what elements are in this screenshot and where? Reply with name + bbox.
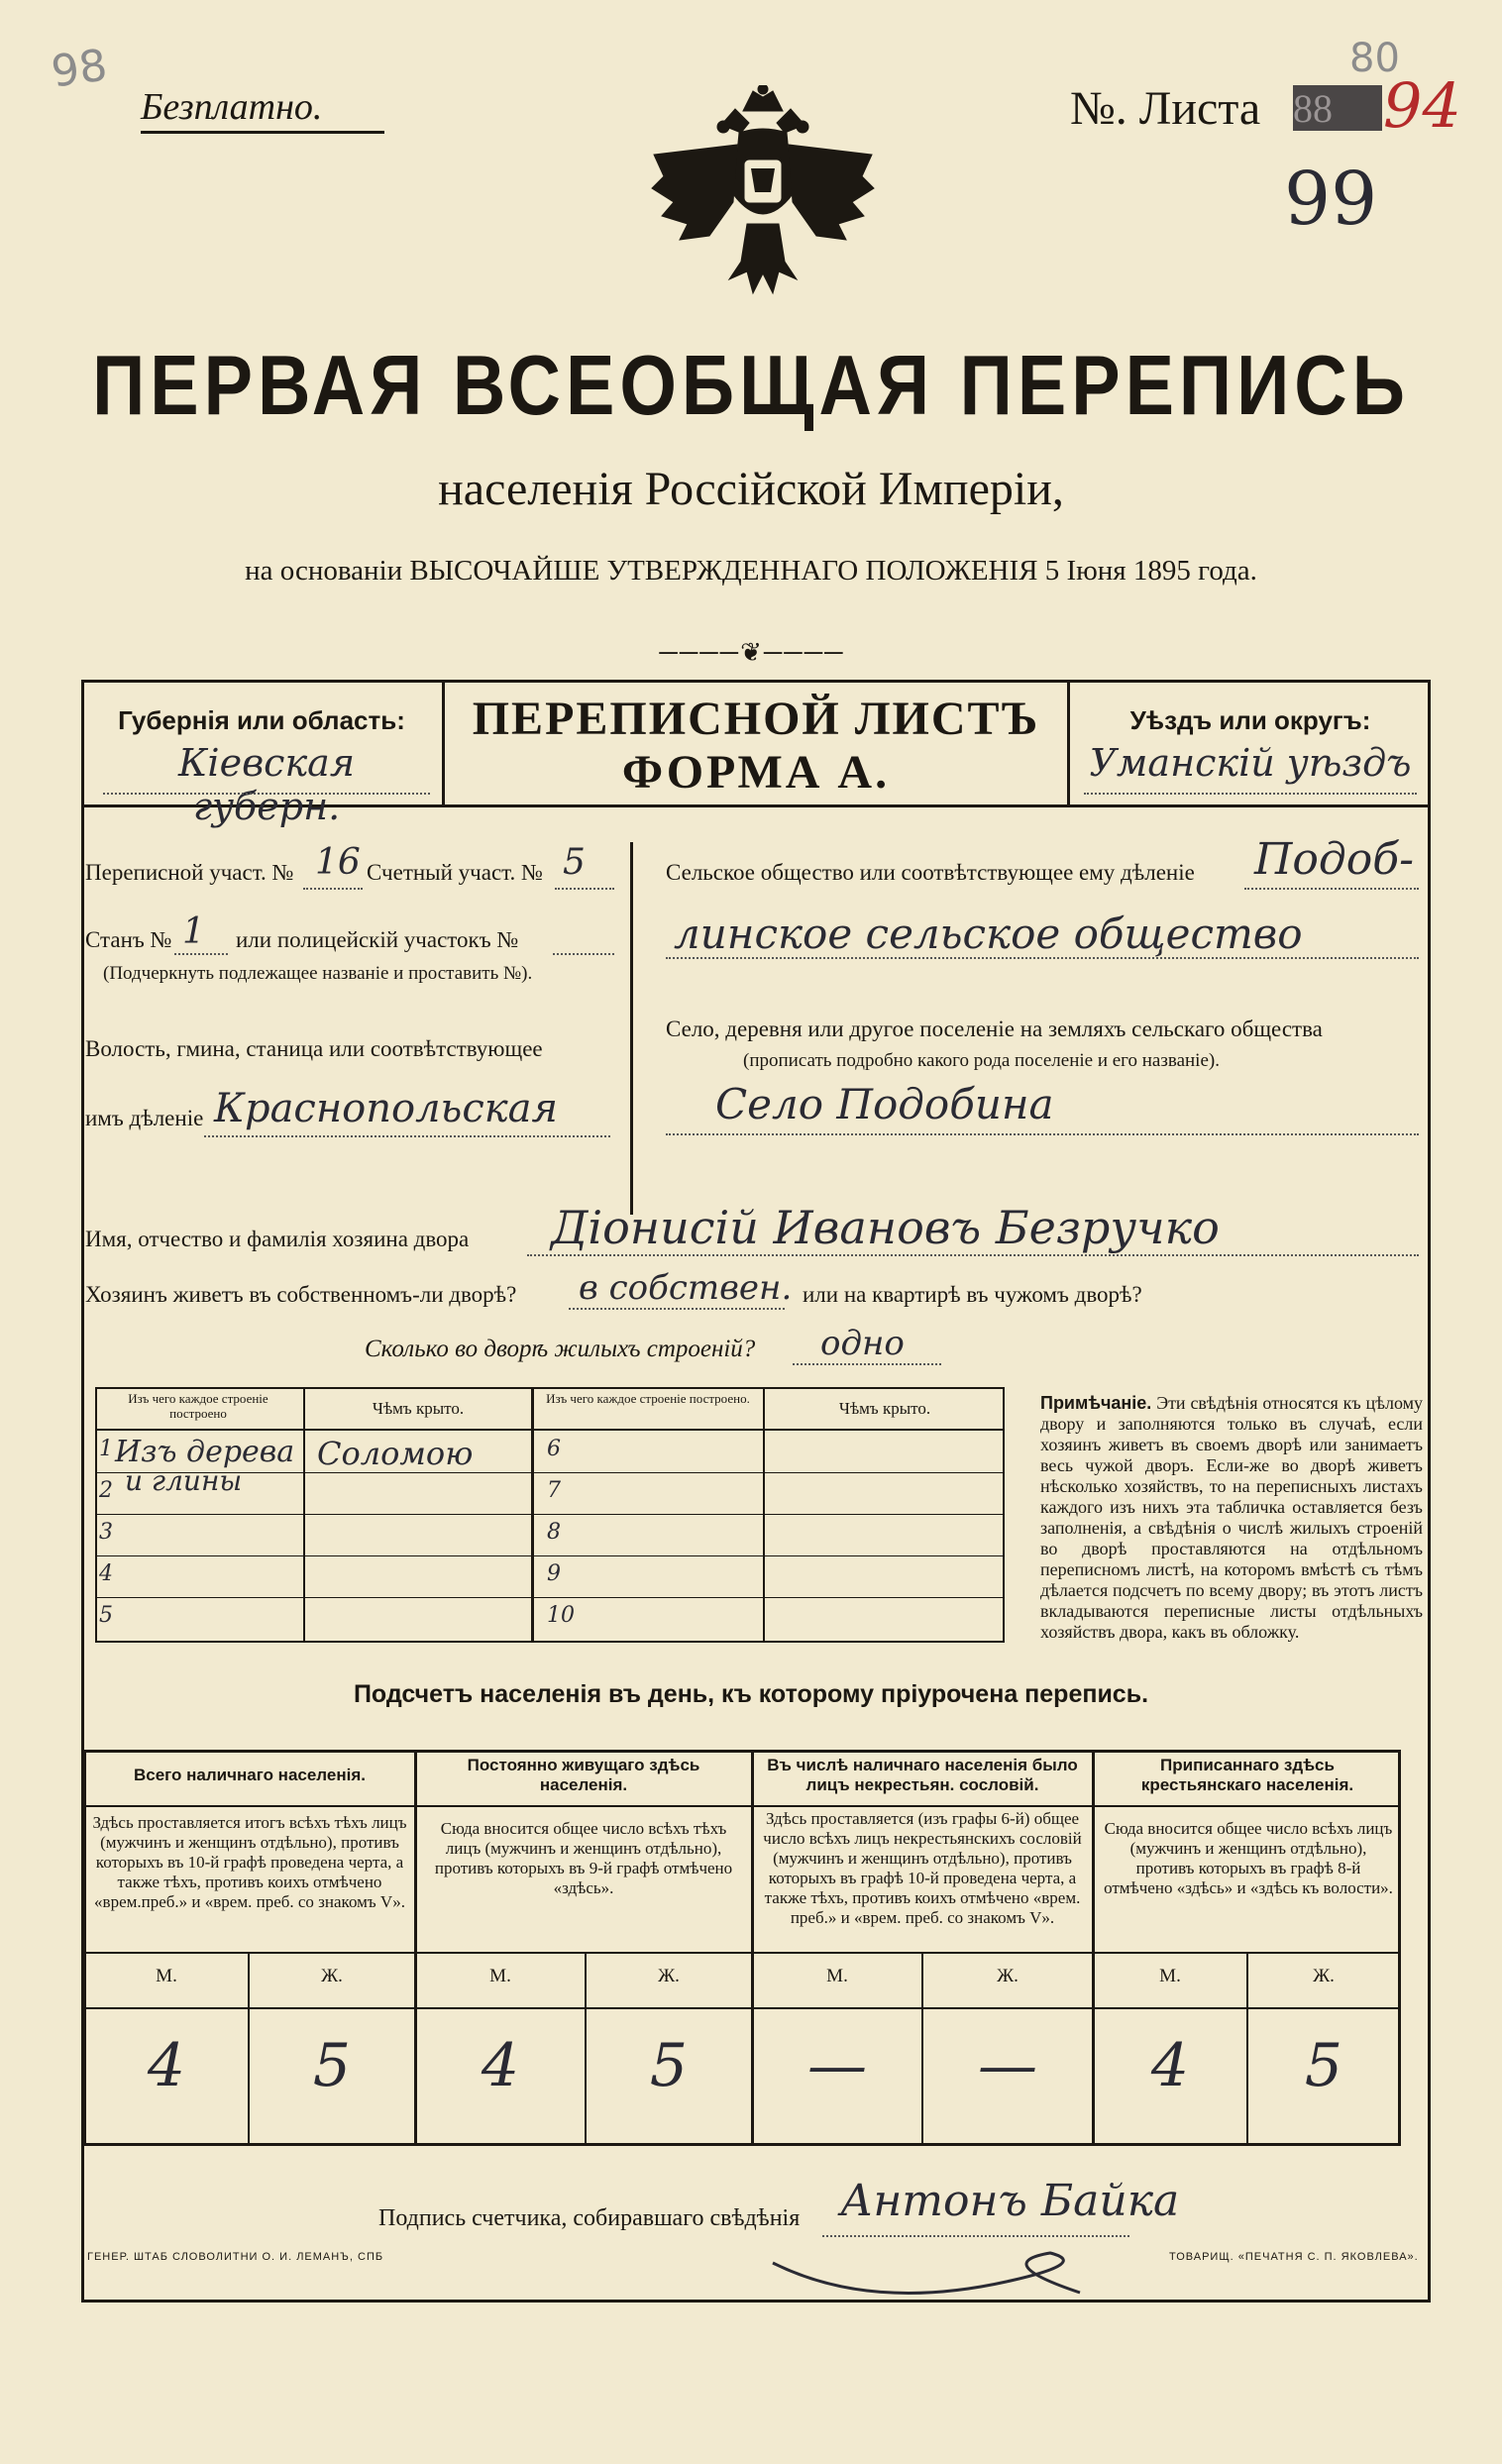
- buildings-row-line: [95, 1514, 1005, 1515]
- row-mark-right: 9: [547, 1561, 561, 1586]
- count-col3-head: Въ числѣ наличнаго населенія было лицъ некрестьян. сословій.: [767, 1756, 1078, 1794]
- count-col1-text: Здѣсь проставляется итогъ всѣхъ тѣхъ лицъ (мужчинъ и женщинъ отдѣльно), противъ которыхъ въ 10-й графѣ проведена черта, а также тѣхъ, противъ коихъ отмѣчено «врем.преб.» и «врем. преб. со знакомъ V».: [92, 1813, 407, 1911]
- schetny-value: 5: [563, 842, 586, 883]
- printer-right: ТОВАРИЩ. «ПЕЧАТНЯ С. П. ЯКОВЛЕВА».: [1169, 2251, 1419, 2263]
- buildings-col-line-1: [303, 1387, 305, 1643]
- rent-label: или на квартирѣ въ чужомъ дворѣ?: [803, 1282, 1142, 1307]
- own-yard-value: в собствен.: [579, 1268, 793, 1308]
- buildings-col-line-3: [763, 1387, 765, 1643]
- uezd-value: Уманскій уѣздъ: [1089, 741, 1412, 785]
- buildings-count-label: Сколько во дворѣ жилыхъ строеній?: [365, 1336, 756, 1362]
- sheet-number-struck: 88: [1293, 85, 1382, 131]
- village-note: (прописать подробно какого рода поселеніе и его названіе).: [743, 1050, 1220, 1071]
- row-mark-left: 1: [99, 1437, 113, 1461]
- row-mark-right: 10: [547, 1603, 575, 1628]
- count-head-line: [83, 1805, 1401, 1807]
- count-zh-header: Ж.: [658, 1966, 680, 1986]
- volost-value: Краснопольская: [214, 1086, 558, 1131]
- sheet-number-red: 94: [1383, 69, 1461, 142]
- count-zh-header: Ж.: [997, 1966, 1019, 1986]
- row1-material-2: и глины: [125, 1464, 243, 1497]
- sheet-number-handwritten: 99: [1284, 157, 1378, 242]
- society-label: Сельское общество или соотвѣтствующее ему дѣленіе: [666, 860, 1195, 885]
- row-mark-right: 8: [547, 1520, 561, 1545]
- volost-label: Волость, гмина, станица или соотвѣтствующее: [85, 1036, 543, 1061]
- own-yard-line: [569, 1308, 785, 1310]
- count-text-line: [83, 1952, 1401, 1954]
- count-col1-head: Всего наличнаго населенія.: [134, 1766, 366, 1784]
- count-zh-header: Ж.: [1313, 1966, 1335, 1986]
- count-col2-text: Сюда вносится общее число всѣхъ тѣхъ лицъ (мужчинъ и женщинъ отдѣльно), противъ которыхъ въ 9-й графѣ отмѣчено «здѣсь».: [434, 1819, 733, 1897]
- count-value: 5: [312, 2031, 352, 2100]
- buildings-row-line: [95, 1597, 1005, 1598]
- note-text: Эти свѣдѣнія относятся къ цѣлому двору и заполняются только въ случаѣ, если хозяинъ живетъ въ своемъ дворѣ или занимаетъ весь чужой дворъ. Если-же во дворѣ живетъ нѣсколько хозяйствъ, то на переписныхъ листахъ каждого изъ нихъ эта табличка оставляется безъ заполненія, а свѣдѣнія о числѣ жилыхъ строеній во дворѣ проставляются на отдѣльномъ переписномъ листѣ, на которомъ вмѣстѣ съ тѣмъ дѣлается подсчетъ по всему двору; въ этотъ листъ вкладываются переписные листы отдѣльныхъ хозяйствъ двора, какъ въ обложку.: [1040, 1393, 1423, 1642]
- buildings-count-line: [793, 1363, 941, 1365]
- count-col3-text: Здѣсь проставляется (изъ графы 6-й) общее число всѣхъ лицъ некрестьянскихъ сословій (мужчинъ и женщинъ отдѣльно), противъ которыхъ въ графѣ 10-й проведена черта, а также тѣхъ, противъ коихъ отмѣчено «врем. преб.» и «врем. преб. со знакомъ V».: [763, 1809, 1082, 1927]
- stan-line: [174, 953, 228, 955]
- police-label: или полицейскій участокъ №: [236, 927, 519, 952]
- uezd-line: [1084, 793, 1417, 795]
- gubernia-value: Кіевская губерн.: [178, 741, 355, 828]
- count-m-header: М.: [489, 1966, 511, 1986]
- count-value: —: [807, 2031, 867, 2100]
- row-mark-left: 3: [99, 1520, 113, 1545]
- society-line-1: [1244, 888, 1419, 890]
- uezd-label: Уѣздъ или округъ:: [1129, 705, 1371, 735]
- count-m-header: М.: [826, 1966, 848, 1986]
- count-value: 4: [147, 2031, 186, 2100]
- col-roof-header: Чѣмъ крыто.: [372, 1399, 465, 1418]
- owner-name-label: Имя, отчество и фамилія хозяина двора: [85, 1227, 470, 1251]
- pencil-number-right: 80: [1349, 36, 1400, 81]
- stan-label: Станъ №: [85, 927, 172, 952]
- count-zh-header: Ж.: [321, 1966, 343, 1986]
- own-yard-label: Хозяинъ живетъ въ собственномъ-ли дворѣ?: [85, 1282, 517, 1307]
- count-col4-head: Приписаннаго здѣсь крестьянскаго населенія.: [1140, 1756, 1354, 1794]
- village-label: Село, деревня или другое поселеніе на земляхъ сельскаго общества: [666, 1017, 1323, 1041]
- row-mark-left: 2: [99, 1478, 113, 1503]
- pencil-number-left: 98: [48, 40, 111, 98]
- society-value-2: линское сельское общество: [674, 910, 1303, 958]
- count-value: —: [978, 2031, 1037, 2100]
- note-block: [1040, 1393, 1423, 1643]
- count-col2-head: Постоянно живущаго здѣсь населенія.: [467, 1756, 700, 1794]
- page-title: ПЕРВАЯ ВСЕОБЩАЯ ПЕРЕПИСЬ: [92, 337, 1410, 433]
- count-value: 4: [1150, 2031, 1190, 2100]
- row1-roof: Соломою: [317, 1435, 474, 1472]
- col-material-header: Изъ чего каждое строеніе построено: [128, 1391, 268, 1421]
- fields-divider: [630, 842, 633, 1215]
- printer-left: ГЕНЕР. ШТАБ СЛОВОЛИТНИ О. И. ЛЕМАНЪ, СПБ: [87, 2251, 384, 2263]
- volost-line: [204, 1135, 610, 1137]
- village-line: [666, 1133, 1419, 1135]
- count-value: 5: [649, 2031, 689, 2100]
- col-material-header-2: Изъ чего каждое строеніе построено.: [546, 1391, 750, 1406]
- stan-value: 1: [182, 911, 205, 952]
- stan-note: (Подчеркнуть подлежащее названіе и проставить №).: [103, 963, 533, 984]
- ornament-divider: ────❦────: [659, 638, 845, 667]
- signature-value: Антонъ Байка: [840, 2176, 1180, 2226]
- gubernia-label: Губернія или область:: [118, 705, 405, 735]
- buildings-table-head-line: [95, 1429, 1005, 1431]
- free-label-underline: [141, 131, 384, 134]
- buildings-count-value: одно: [820, 1324, 905, 1363]
- row-mark-right: 7: [547, 1478, 561, 1503]
- count-m-header: М.: [156, 1966, 177, 1986]
- header-divider-right: [1067, 680, 1070, 806]
- decree-basis: на основаніи ВЫСОЧАЙШЕ УТВЕРЖДЕННАГО ПОЛОЖЕНІЯ 5 Іюня 1895 года.: [245, 555, 1257, 587]
- row1-material: Изъ дерева: [115, 1435, 295, 1469]
- uchast-line: [303, 888, 363, 890]
- count-col4-text: Сюда вносится общее число всѣхъ лицъ (мужчинъ и женщинъ отдѣльно), противъ которыхъ въ графѣ 8-й отмѣчено «здѣсь» и «здѣсь къ волости».: [1104, 1819, 1393, 1897]
- uchast-label: Переписной участ. №: [85, 860, 294, 885]
- police-line: [553, 953, 614, 955]
- row-mark-left: 5: [99, 1603, 113, 1628]
- count-value: 4: [481, 2031, 520, 2100]
- volost-label-2: имъ дѣленіе: [85, 1106, 204, 1130]
- gubernia-line: [103, 793, 430, 795]
- village-value: Село Подобина: [715, 1080, 1054, 1128]
- buildings-col-line-2: [531, 1387, 534, 1643]
- double-headed-eagle-emblem: [644, 85, 882, 309]
- page-subtitle: населенія Россійской Имперіи,: [438, 463, 1064, 515]
- form-title: ПЕРЕПИСНОЙ ЛИСТЪ: [472, 693, 1040, 745]
- owner-name-value: Діонисій Ивановъ Безручко: [551, 1201, 1220, 1254]
- schetny-line: [555, 888, 614, 890]
- note-label: Примѣчаніе.: [1040, 1393, 1152, 1413]
- free-label: Безплатно.: [141, 86, 323, 128]
- count-value: 5: [1304, 2031, 1343, 2100]
- society-value-1: Подоб-: [1254, 834, 1414, 885]
- col-roof-header-2: Чѣмъ крыто.: [838, 1399, 931, 1418]
- row-mark-left: 4: [99, 1561, 113, 1586]
- signature-flourish: [753, 2223, 1169, 2312]
- sheet-number-label: №. Листа: [1070, 82, 1261, 135]
- count-title: Подсчетъ населенія въ день, къ которому пріурочена перепись.: [353, 1680, 1149, 1708]
- count-mf-line: [83, 2007, 1401, 2009]
- uchast-value: 16: [315, 842, 361, 883]
- society-line-2: [666, 957, 1419, 959]
- row-mark-right: 6: [547, 1437, 561, 1461]
- owner-name-line: [527, 1254, 1419, 1256]
- signature-label: Подпись счетчика, собиравшаго свѣдѣнія: [378, 2205, 801, 2231]
- schetny-label: Счетный участ. №: [367, 860, 543, 885]
- buildings-row-line: [95, 1555, 1005, 1556]
- count-m-header: М.: [1159, 1966, 1181, 1986]
- form-type: ФОРМА А.: [621, 746, 891, 799]
